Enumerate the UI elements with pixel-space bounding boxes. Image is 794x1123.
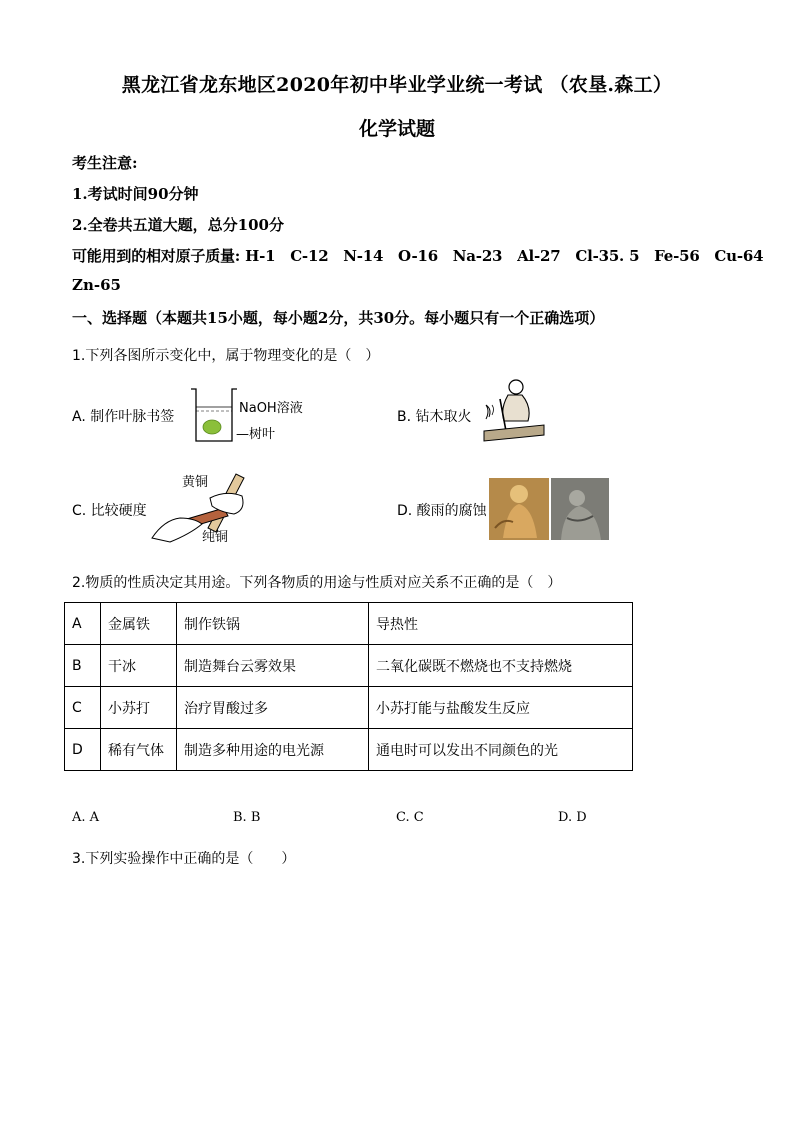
page-subtitle: 化学试题 xyxy=(358,118,435,140)
atomic-masses-cont: Zn-65 xyxy=(72,276,121,294)
atomic-masses: 可能用到的相对原子质量: H-1 C-12 N-14 O-16 Na-23 Al-27 Cl-35. 5 Fe-56 Cu-64 xyxy=(72,247,764,265)
notice-heading: 考生注意: xyxy=(72,154,138,172)
label-copper: 纯铜 xyxy=(202,530,229,545)
section-heading: 一、选择题（本题共15小题，每小题2分，共30分。每小题只有一个正确选项） xyxy=(72,309,605,327)
question-2-stem: 2.物质的性质决定其用途。下列各物质的用途与性质对应关系不正确的是（ ） xyxy=(72,575,562,591)
label-leaf: —树叶 xyxy=(236,427,276,442)
beaker-leaf-illustration xyxy=(188,387,240,445)
q1-option-a: A. 制作叶脉书签 xyxy=(72,409,175,425)
properties-table xyxy=(64,602,633,771)
table-row: B 干冰 制造舞台云雾效果 二氧化碳既不燃烧也不支持燃烧 xyxy=(65,645,633,687)
q2-answer-c: C. C xyxy=(396,810,424,825)
question-3-stem: 3.下列实验操作中正确的是（ ） xyxy=(72,851,296,867)
notice-line-2: 2.全卷共五道大题，总分100分 xyxy=(72,216,284,234)
notice-line-1: 1.考试时间90分钟 xyxy=(72,185,199,203)
q2-answer-a: A. A xyxy=(72,810,100,825)
q1-option-b: B. 钻木取火 xyxy=(397,409,472,425)
page-title: 黑龙江省龙东地区2020年初中毕业学业统一考试 （农垦.森工） xyxy=(121,74,673,96)
table-row: C 小苏打 治疗胃酸过多 小苏打能与盐酸发生反应 xyxy=(65,687,633,729)
q2-answer-d: D. D xyxy=(558,810,587,825)
table-row: D 稀有气体 制造多种用途的电光源 通电时可以发出不同颜色的光 xyxy=(65,729,633,771)
q2-answer-b: B. B xyxy=(233,810,261,825)
label-brass: 黄铜 xyxy=(182,475,209,490)
q1-option-c: C. 比较硬度 xyxy=(72,503,147,519)
acid-rain-statues-image xyxy=(489,478,609,540)
drill-fire-illustration xyxy=(478,375,548,447)
question-1-stem: 1.下列各图所示变化中，属于物理变化的是（ ） xyxy=(72,348,380,364)
leaf-icon xyxy=(203,420,221,434)
label-naoh: NaOH溶液 xyxy=(239,401,303,416)
q1-option-d: D. 酸雨的腐蚀 xyxy=(397,503,487,519)
table-row: A 金属铁 制作铁锅 导热性 xyxy=(65,603,633,645)
hardness-compare-illustration xyxy=(150,468,250,544)
